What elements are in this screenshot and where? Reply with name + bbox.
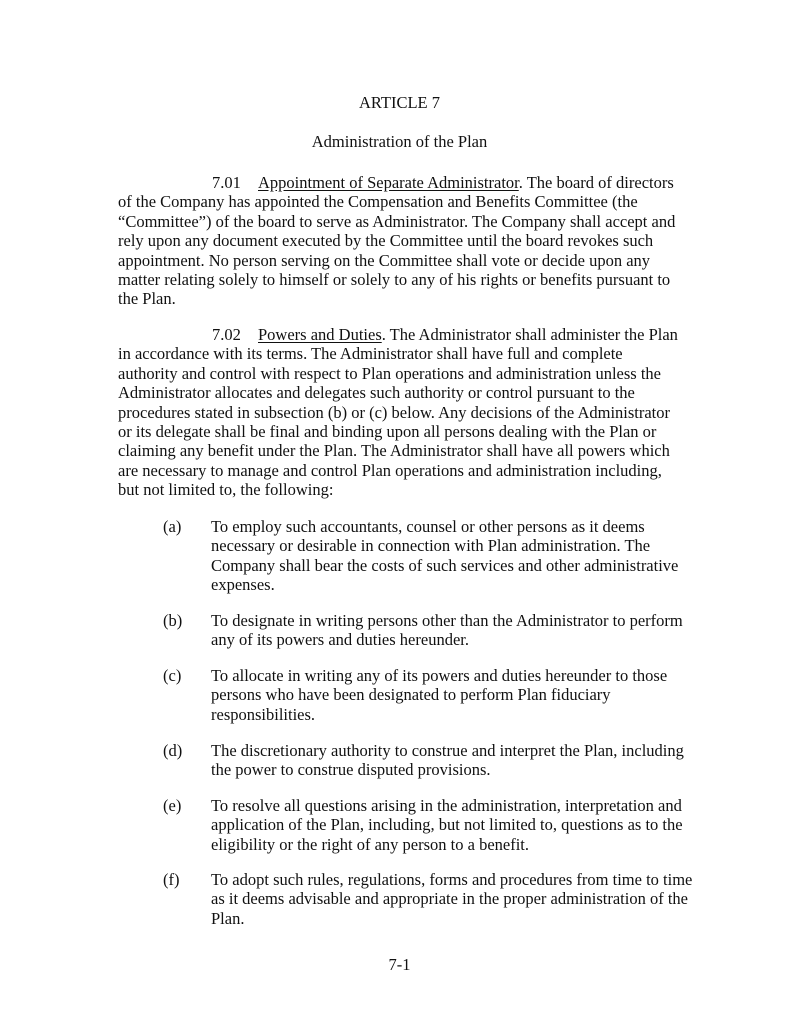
list-item-f [163,870,693,928]
article-subtitle: Administration of the Plan [311,132,488,151]
list-item-a [163,517,693,595]
page-number: 7-1 [388,955,411,974]
list-item-label: (e) [163,796,182,815]
section-number: 7.01 [212,173,241,192]
section-7-01 [118,173,686,309]
list-item-text: To adopt such rules, regulations, forms and procedures from time to time as it deems advisable and appropriate in the proper administration of the Plan. [211,870,693,928]
list-item-e [163,796,693,854]
list-item-c [163,666,693,724]
list-item-label: (f) [163,870,180,889]
list-item-label: (d) [163,741,183,760]
section-7-02 [118,325,686,500]
list-item-b [163,611,693,650]
section-body: . The Administrator shall administer the Plan in accordance with its terms. The Administrator shall have full and complete authority and control with respect to Plan operations and administration unless the Administrator allocates and delegates such authority or control pursuant to the procedures stated in subsection (b) or (c) below. Any decisions of the Administrator or its delegate shall be final and binding upon all persons dealing with the Plan or claiming any benefit under the Plan. The Administrator shall have all powers which are necessary to manage and control Plan operations and administration including, but not limited to, the following: [118,325,678,500]
section-heading: Powers and Duties [258,325,382,344]
list-item-text: To designate in writing persons other than the Administrator to perform any of its powers and duties hereunder. [211,611,683,650]
list-item-text: To resolve all questions arising in the administration, interpretation and application of the Plan, including, but not limited to, questions as to the eligibility or the right of any person to a benefit. [211,796,683,854]
list-item-label: (a) [163,517,182,536]
section-heading: Appointment of Separate Administrator [258,173,519,192]
list-item-text: The discretionary authority to construe and interpret the Plan, including the power to construe disputed provisions. [211,741,684,780]
section-number: 7.02 [212,325,241,344]
list-item-label: (b) [163,611,183,630]
list-item-text: To employ such accountants, counsel or other persons as it deems necessary or desirable in connection with Plan administration. The Company shall bear the costs of such services and other administrative expenses. [211,517,679,595]
article-title: ARTICLE 7 [358,93,441,112]
list-item-d [163,741,693,780]
list-item-label: (c) [163,666,182,685]
section-body: . The board of directors of the Company has appointed the Compensation and Benefits Committee (the “Committee”) of the board to serve as Administrator. The Company shall accept and rely upon any document executed by the Committee until the board revokes such appointment. No person serving on the Committee shall vote or decide upon any matter relating solely to himself or solely to any of his rights or benefits pursuant to the Plan. [118,173,676,309]
list-item-text: To allocate in writing any of its powers and duties hereunder to those persons who have been designated to perform Plan fiduciary responsibilities. [211,666,668,724]
